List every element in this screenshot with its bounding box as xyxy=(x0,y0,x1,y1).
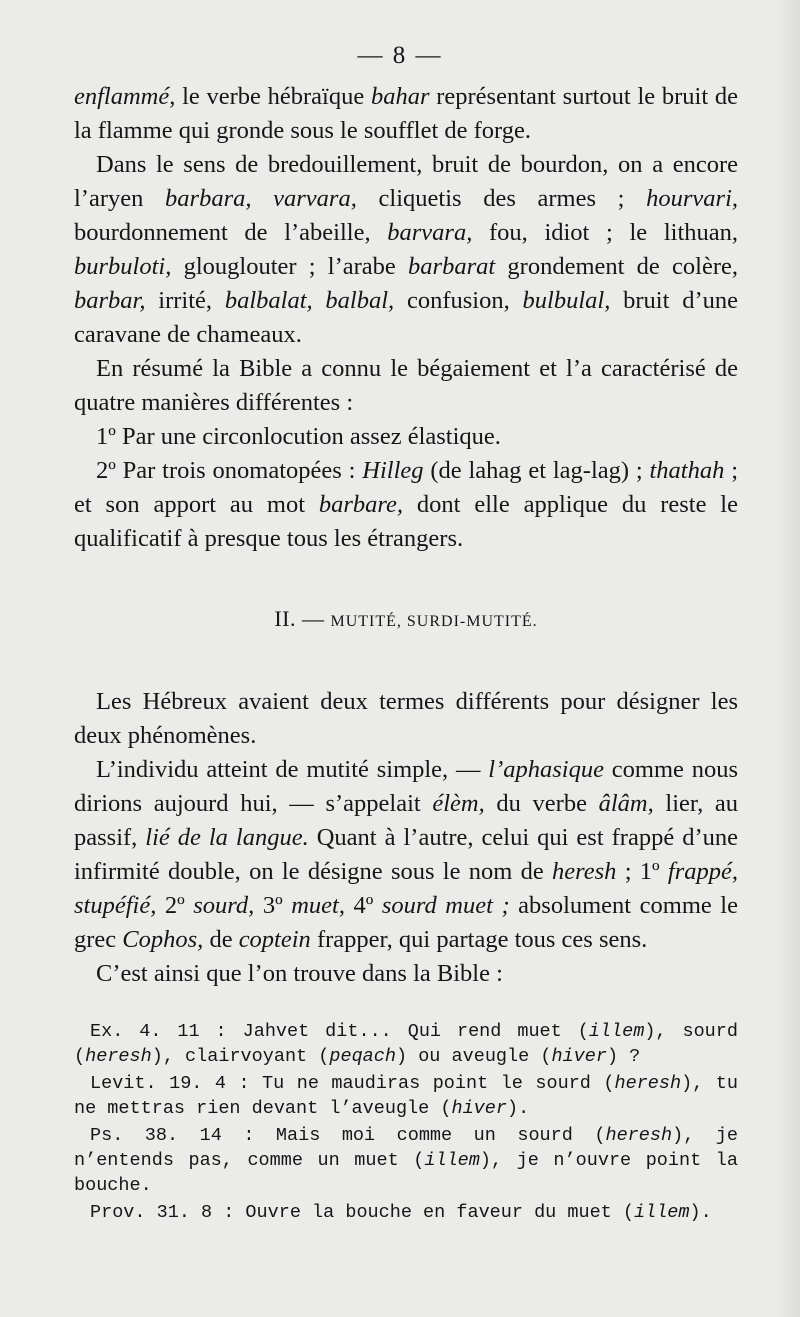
text-span: du verbe xyxy=(484,790,599,817)
section-numeral: II. xyxy=(274,606,296,631)
text-span: Quant à l’autre, celui qui est frappé d’une infirmité double, on le désigne sous le nom de xyxy=(74,824,738,885)
text-span: grondement de colère, xyxy=(495,253,738,280)
text-span: ), sourd ( xyxy=(74,1021,738,1067)
text-span: Dans le sens de bredouillement, bruit de bourdon, on a encore l’aryen xyxy=(74,151,738,212)
text-span: hiver xyxy=(551,1046,607,1067)
text-span: (de lahag et lag-lag) ; xyxy=(423,457,650,484)
term-heresh: heresh xyxy=(552,858,617,885)
text-span: Prov. 31. 8 : Ouvre la bouche en faveur du muet ( xyxy=(90,1202,634,1223)
page-body xyxy=(74,80,738,1227)
text-span: hiver xyxy=(451,1098,507,1119)
term-bulbulal: bulbulal, xyxy=(522,287,611,314)
text-span: heresh xyxy=(605,1125,673,1146)
paragraph-8: C’est ainsi que l’on trouve dans la Bible : xyxy=(96,960,503,987)
paragraph-1 xyxy=(74,80,738,148)
term-frappe: frappé, stupéfié, xyxy=(74,858,739,919)
text-span: ), tu ne mettras rien devant l’aveugle ( xyxy=(74,1073,738,1119)
text-span: 3º xyxy=(254,892,292,919)
section-title: MUTITÉ, SURDI-MUTITÉ. xyxy=(330,613,538,630)
text-span: L’individu atteint de mutité simple, — xyxy=(96,756,489,783)
text-span: peqach xyxy=(329,1046,396,1067)
paragraph-3: En résumé la Bible a connu le bégaiement et l’a caractérisé de quatre manières différentes : xyxy=(74,355,738,416)
page-number: — 8 — xyxy=(357,42,443,69)
term-elem: élèm, xyxy=(432,790,485,817)
text-span: , le verbe hébraïque xyxy=(169,83,371,110)
text-span: fou, idiot ; le lithuan, xyxy=(472,219,738,246)
text-span: 2º Par trois onomatopées : xyxy=(96,457,363,484)
text-span: ) ? xyxy=(606,1046,641,1067)
text-span: glouglouter ; l’arabe xyxy=(171,253,409,280)
text-span: heresh xyxy=(85,1046,152,1067)
quote-leviticus xyxy=(74,1071,738,1121)
quote-psalms xyxy=(74,1123,738,1198)
bible-quotations xyxy=(74,1019,738,1225)
paragraph-4: 1º Par une circonlocution assez élastique. xyxy=(96,423,501,450)
text-span: illem xyxy=(424,1150,480,1171)
term-bahar: bahar xyxy=(370,83,430,110)
quote-proverbs xyxy=(74,1200,738,1225)
text-span: cliquetis des armes ; xyxy=(356,185,647,212)
text-span: absolument comme le grec xyxy=(74,892,738,953)
term-hourvari: hourvari, xyxy=(646,185,739,212)
term-aphasique: l’aphasique xyxy=(488,756,604,783)
term-alam: âlâm, xyxy=(598,790,654,817)
term-enflamme: enflammé xyxy=(74,83,170,110)
text-span: Ex. 4. 11 : Jahvet dit... Qui rend muet ( xyxy=(90,1021,589,1042)
text-span: ; 1º xyxy=(616,858,668,885)
text-span: ; et son apport au mot xyxy=(74,457,739,518)
text-span: bourdonnement de l’abeille, xyxy=(74,219,388,246)
text-span: heresh xyxy=(614,1073,682,1094)
text-span: 2º xyxy=(156,892,194,919)
term-burbuloti: burbuloti, xyxy=(74,253,172,280)
section-heading xyxy=(74,602,738,639)
text-span: ). xyxy=(689,1202,712,1223)
text-span: illem xyxy=(588,1021,645,1042)
text-span: ), je n’ouvre point la bouche. xyxy=(74,1150,738,1196)
term-thathah: thathah xyxy=(649,457,725,484)
text-span: irrité, xyxy=(145,287,225,314)
text-span: Levit. 19. 4 : Tu ne maudiras point le sourd ( xyxy=(90,1073,615,1094)
text-span: ), je n’entends pas, comme un muet ( xyxy=(74,1125,739,1171)
page-edge-shadow xyxy=(776,0,800,1317)
term-balbalat: balbalat, balbal, xyxy=(224,287,395,314)
text-span: lier, au passif, xyxy=(74,790,738,851)
term-muet: muet, xyxy=(291,892,345,919)
term-sourd-muet: sourd muet ; xyxy=(381,892,510,919)
term-barbar: barbar, xyxy=(74,287,146,314)
text-span: dont elle applique du reste le qualificatif à presque tous les étrangers. xyxy=(74,491,738,552)
term-barbara: barbara, varvara, xyxy=(165,185,357,212)
text-span: de xyxy=(203,926,239,953)
paragraph-6: Les Hébreux avaient deux termes différents pour désigner les deux phénomènes. xyxy=(74,688,738,749)
term-sourd: sourd, xyxy=(193,892,255,919)
term-coptein: coptein xyxy=(238,926,311,953)
paragraph-5 xyxy=(74,454,738,556)
text-span: confusion, xyxy=(394,287,523,314)
term-barbare: barbare, xyxy=(318,491,404,518)
text-span: comme nous dirions aujourd hui, — s’appelait xyxy=(74,756,738,817)
text-span: Ps. 38. 14 : Mais moi comme un sourd ( xyxy=(90,1125,606,1146)
term-hilleg: Hilleg xyxy=(362,457,424,484)
text-span: illem xyxy=(634,1202,690,1223)
text-span: frapper, qui partage tous ces sens. xyxy=(310,926,648,953)
quote-exodus xyxy=(74,1019,738,1069)
text-span: ) ou aveugle ( xyxy=(396,1046,552,1067)
text-span: représentant surtout le bruit de la flamme qui gronde sous le soufflet de forge. xyxy=(74,83,738,144)
term-barbarat: barbarat xyxy=(408,253,496,280)
text-span: bruit d’une caravane de chameaux. xyxy=(74,287,738,348)
text-span: — xyxy=(295,606,331,631)
text-span: ). xyxy=(506,1098,530,1119)
paragraph-7 xyxy=(74,753,738,957)
text-span: ), clairvoyant ( xyxy=(151,1046,330,1067)
term-lie-de-la-langue: lié de la langue. xyxy=(145,824,309,851)
term-barvara: barvara, xyxy=(387,219,473,246)
term-cophos: Cophos, xyxy=(122,926,204,953)
paragraph-2 xyxy=(74,148,738,352)
text-span: 4º xyxy=(344,892,382,919)
